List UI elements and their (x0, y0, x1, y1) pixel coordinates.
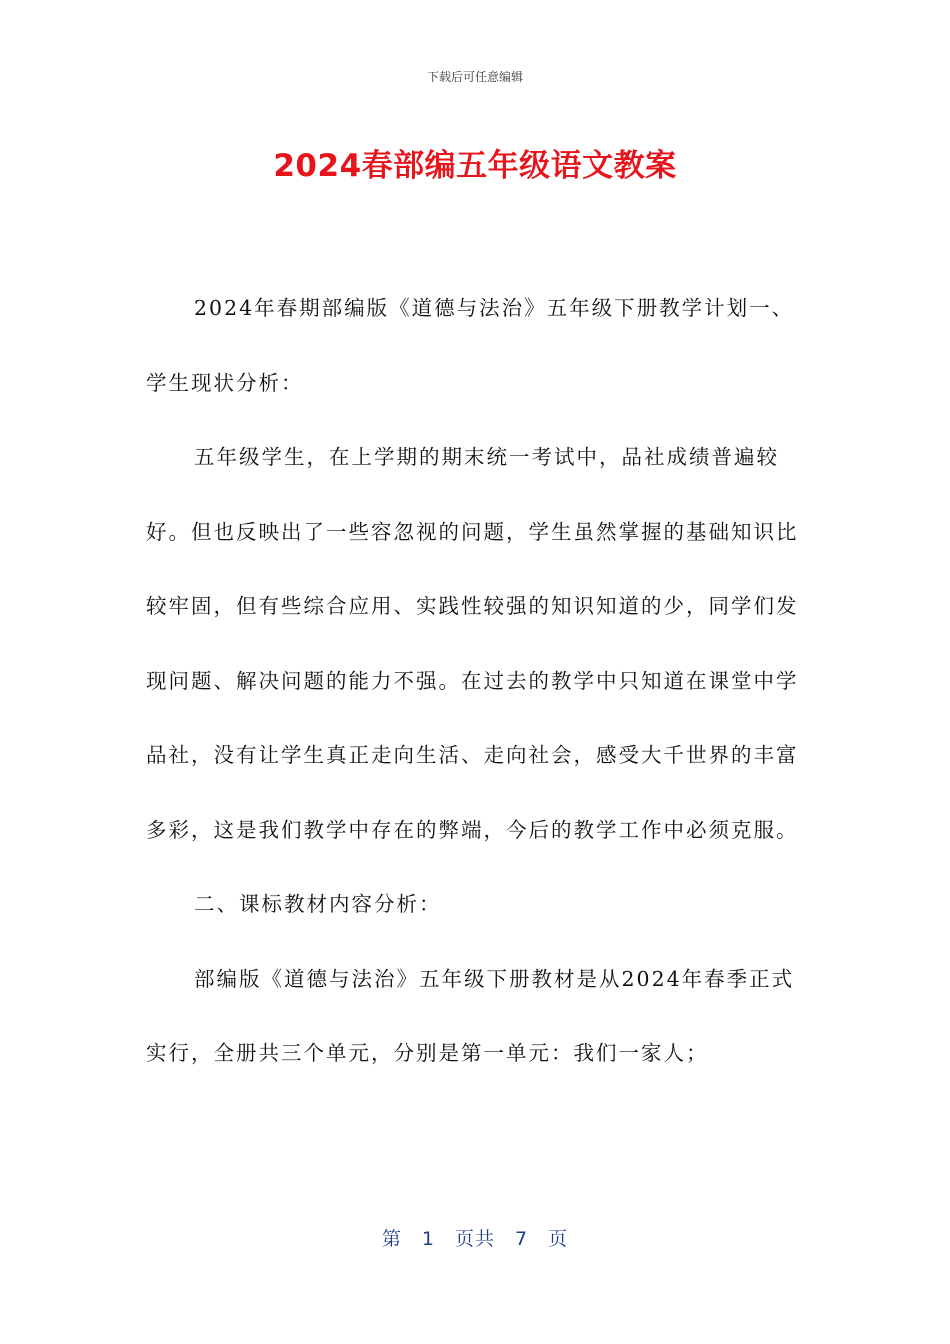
paragraph: 部编版《道德与法治》五年级下册教材是从2024年春季正式实行，全册共三个单元，分别是第一单元：我们一家人； (146, 966, 795, 1065)
header-note: 下载后可任意编辑 (426, 70, 523, 84)
paragraph: 2024年春期部编版《道德与法治》五年级下册教学计划一、学生现状分析： (146, 296, 795, 395)
paragraph: 五年级学生，在上学期的期末统一考试中，品社成绩普遍较好。但也反映出了一些容忽视的问题，学生虽然掌握的基础知识比较牢固，但有些综合应用、实践性较强的知识知道的少，同学们发现问题、解决问题的能力不强。在过去的教学中只知道在课堂中学品社，没有让学生真正走向生活、走向社会，感受大千世界的丰富多彩，这是我们教学中存在的弊端，今后的教学工作中必须克服。 (146, 445, 799, 842)
document-title: 2024春部编五年级语文教案 (273, 148, 677, 184)
document-body (146, 271, 812, 1091)
page-number-footer: 第 1 页共 7 页 (381, 1228, 569, 1250)
paragraph: 二、课标教材内容分析： (194, 892, 442, 916)
